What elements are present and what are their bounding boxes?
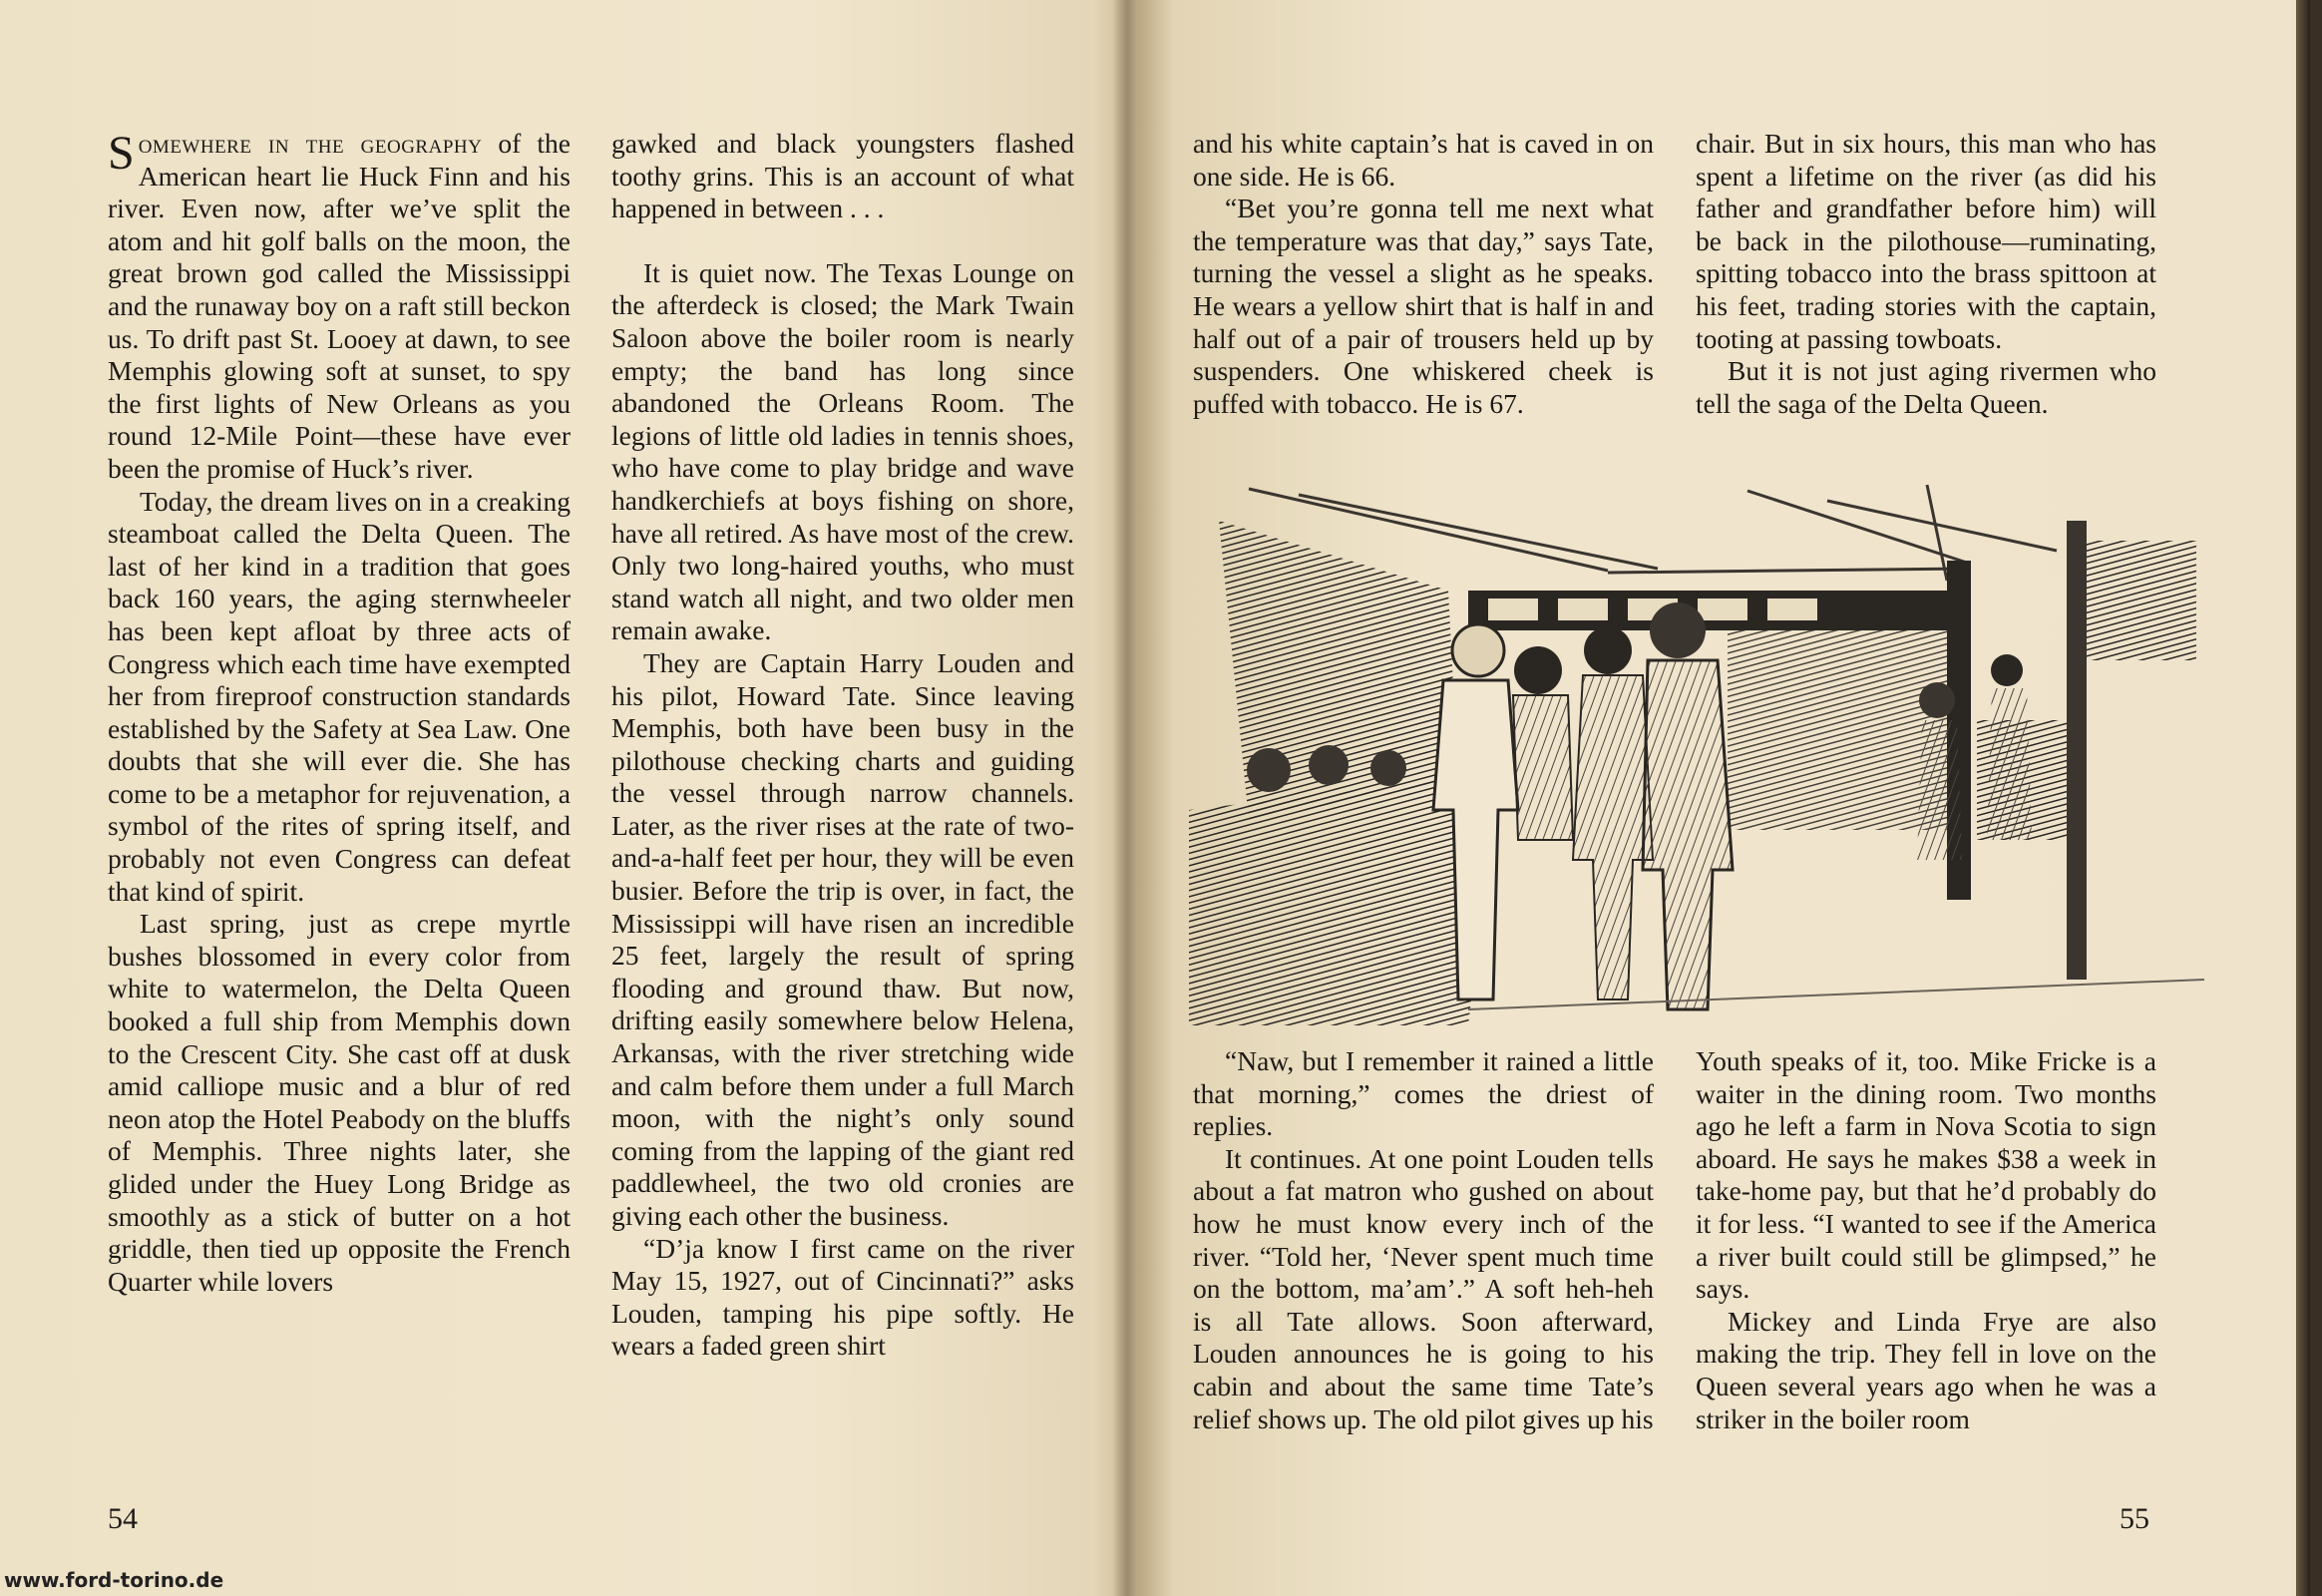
paragraph: It is quiet now. The Texas Lounge on the afterdeck is closed; the Mark Twain Saloon above the boiler room is nearly empty; the band has long since abandoned the Orleans Room. The legions of little old ladies in tennis shoes, who have come to play bridge and wave handkerchiefs at boys fishing on shore, have all retired. As have most of the crew. Only two long-haired youths, who must stand watch all night, and two older men remain awake. bbox=[611, 256, 1074, 646]
paragraph: But it is not just aging rivermen who tell the saga of the Delta Queen. bbox=[1696, 355, 2156, 419]
column-1 bbox=[108, 128, 571, 1298]
column-3-top bbox=[1193, 128, 1654, 420]
column-4-bottom bbox=[1696, 1045, 2156, 1435]
book-edge bbox=[2296, 0, 2310, 1596]
bar-counter bbox=[1189, 780, 1488, 1025]
paragraph: Mickey and Linda Frye are also making the trip. They fell in love on the Queen several years ago when he was a striker in the boiler room bbox=[1696, 1305, 2156, 1434]
column-4-top bbox=[1696, 128, 2156, 420]
paragraph: Somewhere in the geography of the American heart lie Huck Finn and his river. Even now, after we’ve split the atom and hit golf balls on the moon, the great brown god called the Mississippi and the runaway boy on a raft still beckon us. To drift past St. Looey at dawn, to see Memphis glowing soft at sunset, to spy the first lights of New Orleans as you round 12-Mile Point—these have ever been the promise of Huck’s river. bbox=[108, 127, 571, 484]
back-room-shadow bbox=[1728, 630, 1947, 830]
lead-in: omewhere in the geography bbox=[138, 128, 483, 159]
paragraph: chair. But in six hours, this man who has spent a lifetime on the river (as did his father and grandfather before him) will be back in the pilothouse—ruminating, spitting tobacco into the brass spittoon at his feet, trading stories with the captain, tooting at passing towboats. bbox=[1696, 128, 2156, 354]
paragraph: Today, the dream lives on in a creaking steamboat called the Delta Queen. The last of her kind in a tradition that goes back 160 years, the aging sternwheeler has been kept afloat by three acts of Congress which each time have exempted her from fireproof construction standards established by the Safety at Sea Law. One doubts that she will ever die. She has come to be a metaphor for rejuvenation, a symbol of the rites of spring itself, and probably not even Congress can defeat that kind of spirit. bbox=[108, 485, 571, 907]
left-page-number: 54 bbox=[108, 1502, 138, 1535]
paragraph: Last spring, just as crepe myrtle bushes blossomed in every color from white to watermelon, the Delta Queen booked a full ship from Memphis down to the Crescent City. She cast off at dusk amid calliope music and a blur of red neon atop the Hotel Peabody on the bluffs of Memphis. Three nights later, she glided under the Huey Long Bridge as smoothly as a stick of butter on a hot griddle, then tied up opposite the French Quarter while lovers bbox=[108, 908, 571, 1297]
right-window-shadow bbox=[2087, 541, 2196, 660]
column-2 bbox=[611, 128, 1074, 1363]
paragraph: and his white captain’s hat is caved in on one side. He is 66. bbox=[1193, 128, 1654, 192]
right-page-number: 55 bbox=[2120, 1502, 2149, 1535]
watermark: www.ford-torino.de bbox=[4, 1568, 224, 1592]
paragraph: They are Captain Harry Louden and his pilot, Howard Tate. Since leaving Memphis, both have been busy in the pilothouse checking charts and guiding the vessel through narrow channels. Later, as the river rises at the rate of two-and-a-half feet per hour, they will be even busier. Before the trip is over, in fact, the Mississippi will have risen an incredible 25 feet, largely the result of spring flooding and ground thaw. But now, drifting easily somewhere below Helena, Arkansas, with the river stretching wide and calm before them under a full March moon, with the night’s only sound coming from the lapping of the giant red paddlewheel, the two old cronies are giving each other the business. bbox=[611, 646, 1074, 1231]
pen-and-ink-sketch-icon bbox=[1189, 481, 2204, 1025]
paragraph: “Naw, but I remember it rained a little that morning,” comes the driest of replies. bbox=[1193, 1045, 1654, 1142]
paragraph: gawked and black youngsters flashed toothy grins. This is an account of what happened in between . . . bbox=[611, 128, 1074, 224]
floor-line bbox=[1468, 980, 2204, 1009]
left-page bbox=[0, 0, 1138, 1596]
paragraph: Youth speaks of it, too. Mike Fricke is a waiter in the dining room. Two months ago he left a farm in Nova Scotia to sign aboard. He says he makes $38 a week in take-home pay, but that he’d probably do it for less. “I wanted to see if the America a river built could still be glimpsed,” he says. bbox=[1696, 1045, 2156, 1305]
post bbox=[2067, 521, 2087, 980]
paragraph: “D’ja know I first came on the river May 15, 1927, out of Cincinnati?” asks Louden, tamping his pipe softly. He wears a faded green shirt bbox=[611, 1232, 1074, 1362]
windows bbox=[1488, 598, 1817, 620]
ceiling-lines bbox=[1249, 485, 2057, 581]
paragraph: It continues. At one point Louden tells about a fat matron who gushed on about how he must know every inch of the river. “Told her, ‘Never spent much time on the bottom, ma’am’.” A soft heh-heh is all Tate allows. Soon afterward, Louden announces he is going to his cabin and about the same time Tate’s relief shows up. The old pilot gives up his bbox=[1193, 1142, 1654, 1434]
gutter-shadow bbox=[1112, 0, 1138, 1596]
drop-cap: S bbox=[108, 127, 135, 180]
column-3-bottom bbox=[1193, 1045, 1654, 1435]
paragraph: “Bet you’re gonna tell me next what the temperature was that day,” says Tate, turning the vessel a slight as he speaks. He wears a yellow shirt that is half in and half out of a pair of trousers held up by suspenders. One whiskered cheek is puffed with tobacco. He is 67. bbox=[1193, 193, 1654, 419]
